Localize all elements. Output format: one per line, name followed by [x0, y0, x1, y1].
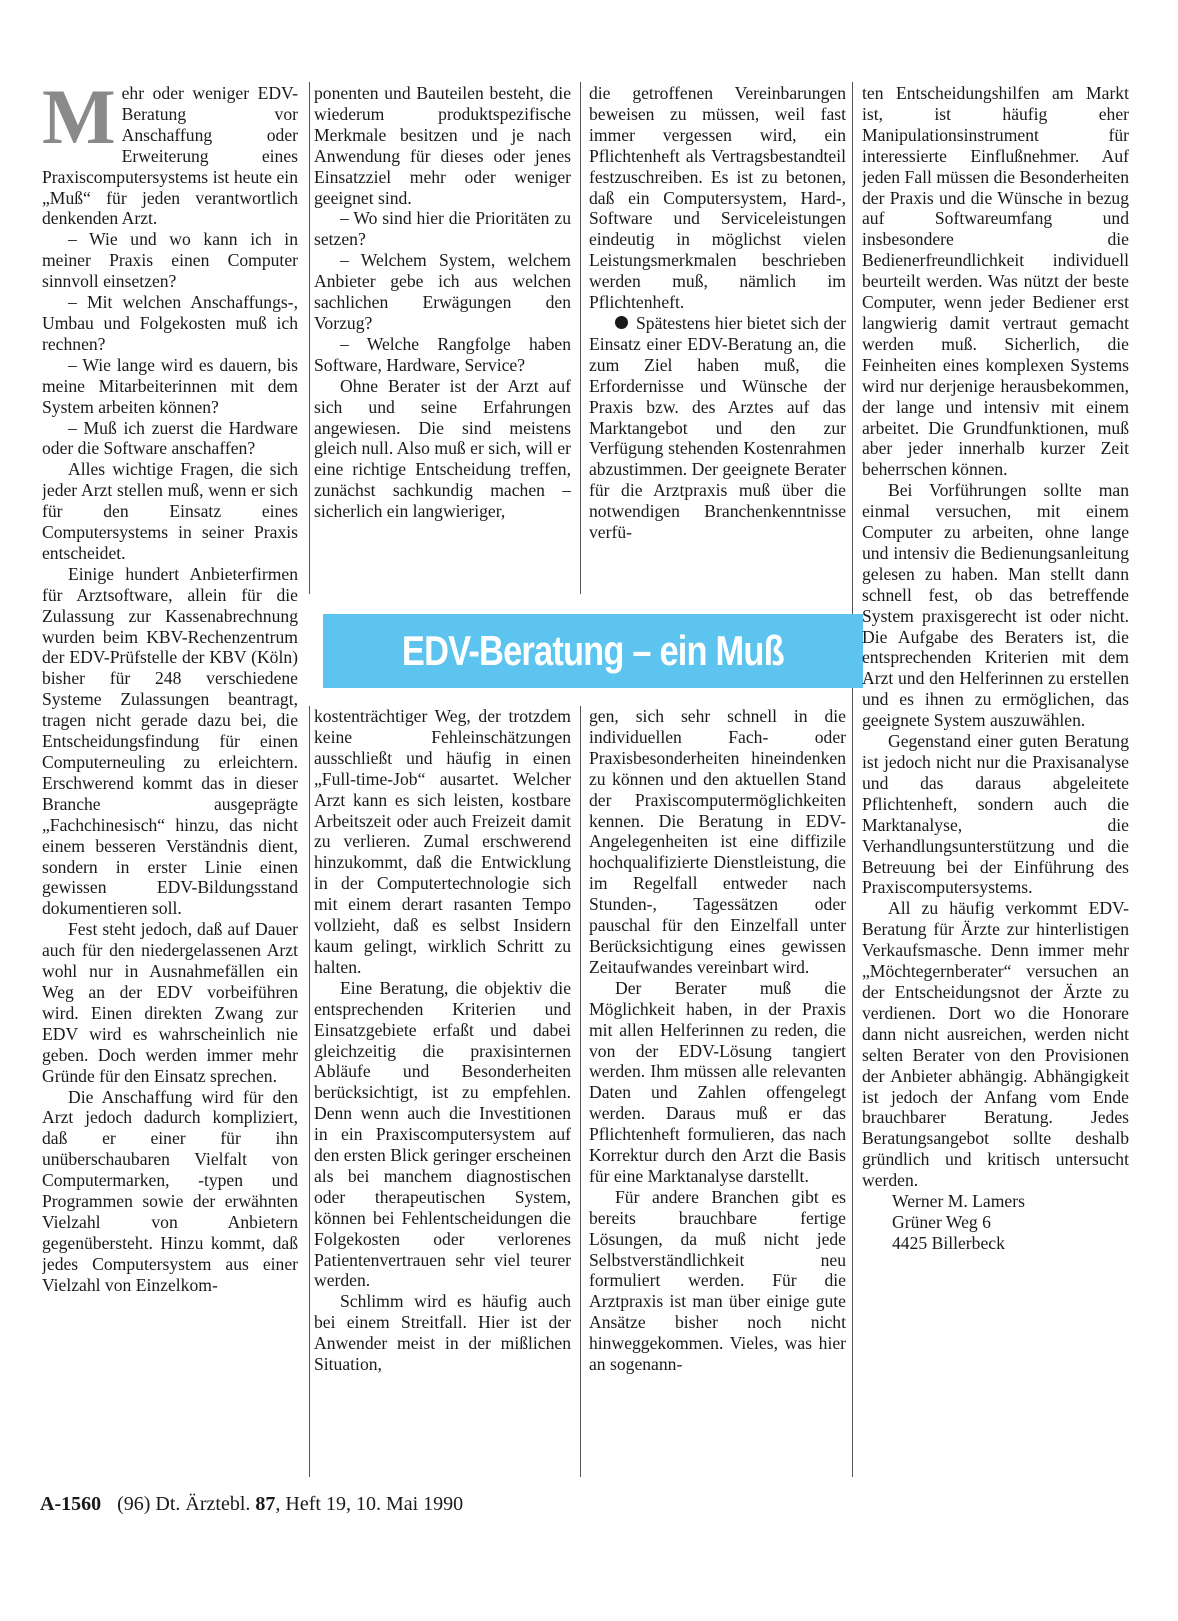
- column-rule: [580, 82, 581, 594]
- signature-name: Werner M. Lamers: [892, 1191, 1025, 1212]
- column-4: [862, 83, 1129, 1478]
- paragraph: kostenträchtiger Weg, der trotzdem keine Fehleinschätzungen ausschließt und häufig in einen „Full-time-Job“ ausartet. Welcher Arzt kann es sich leisten, kostbare Arbeitszeit oder auch Freizeit damit zu verlieren. Zumal erschwerend hinzukommt, daß die Entwicklung in der Computertechnologie sich mit einem derart rasanten Tempo vollzieht, daß es selbst Insidern kaum gelingt, wirklich Schritt zu halten.: [314, 706, 571, 977]
- paragraph: Für andere Branchen gibt es bereits brauchbare fertige Lösungen, da muß nicht jede Selbstverständlichkeit neu formuliert werden. Für die Arztpraxis ist man über einige gute Ansätze bisher noch nicht hinweggekommen. Vieles, was hier an sogenann-: [589, 1186, 846, 1375]
- paragraph: – Welche Rangfolge haben Software, Hardware, Service?: [314, 333, 571, 375]
- column-2-bottom: [314, 706, 571, 1477]
- paragraph: ten Entscheidungshilfen am Markt ist, ist häufig eher Manipulationsinstrument für interessierte Einflußnehmer. Auf jeden Fall müssen die Besonderheiten der Praxis und die Wünsche in bezug auf Softwareumfang und insbesondere die Bedienerfreundlichkeit individuell beurteilt werden. Was nützt der beste Computer, wenn jeder Bediener erst langwierig damit vertraut gemacht werden muß. Sicherlich, die Feinheiten eines komplexen Systems wird nur derjenige herausbekommen, der lange und intensiv mit einem arbeitet. Die Grundfunktionen, muß aber jeder innerhalb kurzer Zeit beherrschen können.: [862, 83, 1129, 480]
- paragraph: – Wie lange wird es dauern, bis meine Mitarbeiterinnen mit dem System arbeiten können?: [42, 354, 298, 417]
- page-footer: [40, 1493, 463, 1516]
- column-3-top: [589, 83, 846, 593]
- paragraph: gen, sich sehr schnell in die individuellen Fach- oder Praxisbesonderheiten hineindenken zu können und den aktuellen Stand der Praxiscomputermöglichkeiten kennen. Die Beratung in EDV-Angelegenheiten ist eine diffizile hochqualifizierte Dienstleistung, die im Regelfall entweder nach Stunden-, Tagessätzen oder pauschal für den Einzelfall unter Berücksichtigung eines gewissen Zeitaufwandes vereinbart wird.: [589, 706, 846, 977]
- paragraph: – Wo sind hier die Prioritäten zu setzen?: [314, 208, 571, 250]
- drop-cap: M: [42, 83, 116, 160]
- paragraph: Bei Vorführungen sollte man einmal versuchen, mit einem Computer zu arbeiten, ohne lange und intensiv die Bedienungsanleitung gelesen zu haben. Man stellt dann schnell fest, ob das betreffende System praxisgerecht ist oder nicht. Die Aufgabe des Beraters ist, die entsprechenden Kriterien mit dem Arzt und den Helferinnen zu erstellen und es ihnen zu ermöglichen, das geeignete System auszuwählen.: [862, 480, 1129, 731]
- paragraph: Schlimm wird es häufig auch bei einem Streitfall. Hier ist der Anwender meist in der mißlichen Situation,: [314, 1291, 571, 1375]
- paragraph: – Wie und wo kann ich in meiner Praxis einen Computer sinnvoll einsetzen?: [42, 229, 298, 292]
- bullet-paragraph: Spätestens hier bietet sich der Einsatz einer EDV-Beratung an, die zum Ziel haben muß, die Erfordernisse und Wünsche der Praxis bzw. des Arztes auf das Marktangebot und den zur Verfügung stehenden Kostenrahmen abzustimmen. Der geeignete Berater für die Arztpraxis muß über die notwendigen Branchenkenntnisse verfü-: [589, 312, 846, 543]
- column-rule: [852, 82, 853, 1477]
- signature-city: 4425 Billerbeck: [892, 1232, 1005, 1253]
- paragraph: – Welchem System, welchem Anbieter gebe ich aus welchen sachlichen Erwägungen den Vorzug?: [314, 250, 571, 333]
- paragraph: Ohne Berater ist der Arzt auf sich und seine Erfahrungen angewiesen. Die sind meistens gleich null. Also muß er sich, will er eine richtige Entscheidung treffen, zunächst sachkundig machen – sicherlich ein langwieriger,: [314, 375, 571, 522]
- paragraph: Eine Beratung, die objektiv die entsprechenden Kriterien und Einsatzgebiete erfaßt und dabei gleichzeitig die praxisinternen Abläufe und Besonderheiten berücksichtigt, ist zu empfehlen. Denn wenn auch die Investitionen in ein Praxiscomputersystem auf den ersten Blick geringer erscheinen als bei manchem diagnostischen oder therapeutischen System, können bei Fehlentscheidungen die Folgekosten oder verlorenes Patientenvertrauen sehr viel teurer werden.: [314, 977, 571, 1291]
- paragraph: All zu häufig verkommt EDV-Beratung für Ärzte zur hinterlistigen Verkaufsmasche. Denn immer mehr „Möchtegernberater“ versuchen an der Entscheidungsnot der Ärzte zu verdienen. Dort wo die Honorare dann nicht ausreichen, werden nicht selten Berater von den Provisionen der Anbieter abhängig. Abhängigkeit ist jedoch der Anfang vom Ende brauchbarer Beratung. Jedes Beratungsangebot sollte deshalb gründlich und kritisch untersucht werden.: [862, 898, 1129, 1191]
- headline: EDV-Beratung – ein Muß: [402, 627, 784, 674]
- signature-street: Grüner Weg 6: [892, 1211, 991, 1232]
- paragraph: – Muß ich zuerst die Hardware oder die Software anschaffen?: [42, 417, 298, 459]
- paragraph: Fest steht jedoch, daß auf Dauer auch für den niedergelassenen Arzt wohl nur in Ausnahmefällen ein Weg an der EDV vorbeiführen wird. Einen direkten Zwang zur EDV wird es wahrscheinlich nie geben. Doch werden immer mehr Gründe für den Einsatz sprechen.: [42, 919, 298, 1086]
- citation-suffix: , Heft 19, 10. Mai 1990: [275, 1493, 464, 1515]
- paragraph: Der Berater muß die Möglichkeit haben, in der Praxis mit allen Helferinnen zu reden, die von der EDV-Lösung tangiert werden. Ihm müssen alle relevanten Daten und Zahlen offengelegt werden. Daraus muß er das Pflichtenheft formulieren, das nach Korrektur durch den Arzt die Basis für eine Marktanalyse darstellt.: [589, 977, 846, 1186]
- column-rule: [309, 706, 310, 1477]
- paragraph: – Mit welchen Anschaffungs-, Umbau und Folgekosten muß ich rechnen?: [42, 292, 298, 354]
- paragraph: ponenten und Bauteilen besteht, die wiederum produktspezifische Merkmale besitzen und je nach Anwendung für dieses oder jenes Einsatzziel mehr oder weniger geeignet sind.: [314, 83, 571, 208]
- citation-prefix: (96) Dt. Ärztebl.: [117, 1493, 251, 1515]
- page-number: A-1560: [40, 1493, 102, 1515]
- paragraph: Alles wichtige Fragen, die sich jeder Arzt stellen muß, wenn er sich für den Einsatz eines Computersystems in seiner Praxis entscheidet.: [42, 459, 298, 563]
- column-rule: [309, 82, 310, 594]
- headline-banner: [323, 614, 863, 688]
- paragraph: Gegenstand einer guten Beratung ist jedoch nicht nur die Praxisanalyse und das daraus abgeleitete Pflichtenheft, sondern auch die Marktanalyse, die Verhandlungsunterstützung und die Betreuung bei der Einführung des Praxiscomputersystems.: [862, 731, 1129, 898]
- column-1: [42, 83, 298, 1478]
- citation-volume: 87: [255, 1493, 276, 1515]
- column-rule: [580, 706, 581, 1477]
- paragraph: Die Anschaffung wird für den Arzt jedoch dadurch kompliziert, daß er einer für ihn unüberschaubaren Vielfalt von Computermarken, -typen und Programmen sowie der erwähnten Vielzahl von Anbietern gegenübersteht. Hinzu kommt, daß jedes Computersystem aus einer Vielzahl von Einzelkom-: [42, 1086, 298, 1295]
- lead-paragraph: Mehr oder weniger EDV-Beratung vor Anschaffung oder Erweiterung eines Praxiscomputersystems ist heute ein „Muß“ für jeden verantwortlich denkenden Arzt.: [42, 83, 298, 229]
- paragraph: Einige hundert Anbieterfirmen für Arztsoftware, allein für die Zulassung zur Kassenabrechnung wurden beim KBV-Rechenzentrum der EDV-Prüfstelle der KBV (Köln) bisher für 248 verschiedene Systeme Zulassungen beantragt, tragen nicht gerade dazu bei, die Entscheidungsfindung für einen Computerneuling zu erleichtern. Erschwerend kommt das in dieser Branche ausgeprägte „Fachchinesisch“ hinzu, das nicht einem besseren Verständnis dient, sondern in erster Linie einen gewissen EDV-Bildungsstand dokumentieren soll.: [42, 563, 298, 919]
- column-2-top: [314, 83, 571, 593]
- column-3-bottom: [589, 706, 846, 1477]
- paragraph: die getroffenen Vereinbarungen beweisen zu müssen, weil fast immer vergessen wird, ein Pflichtenheft als Vertragsbestandteil festzuschreiben. Es ist zu betonen, daß ein Computersystem, Hard-, Software und Serviceleistungen eindeutig in möglichst vielen Leistungsmerkmalen beschrieben werden muß, nämlich im Pflichtenheft.: [589, 83, 846, 313]
- bullet-icon: [615, 316, 628, 329]
